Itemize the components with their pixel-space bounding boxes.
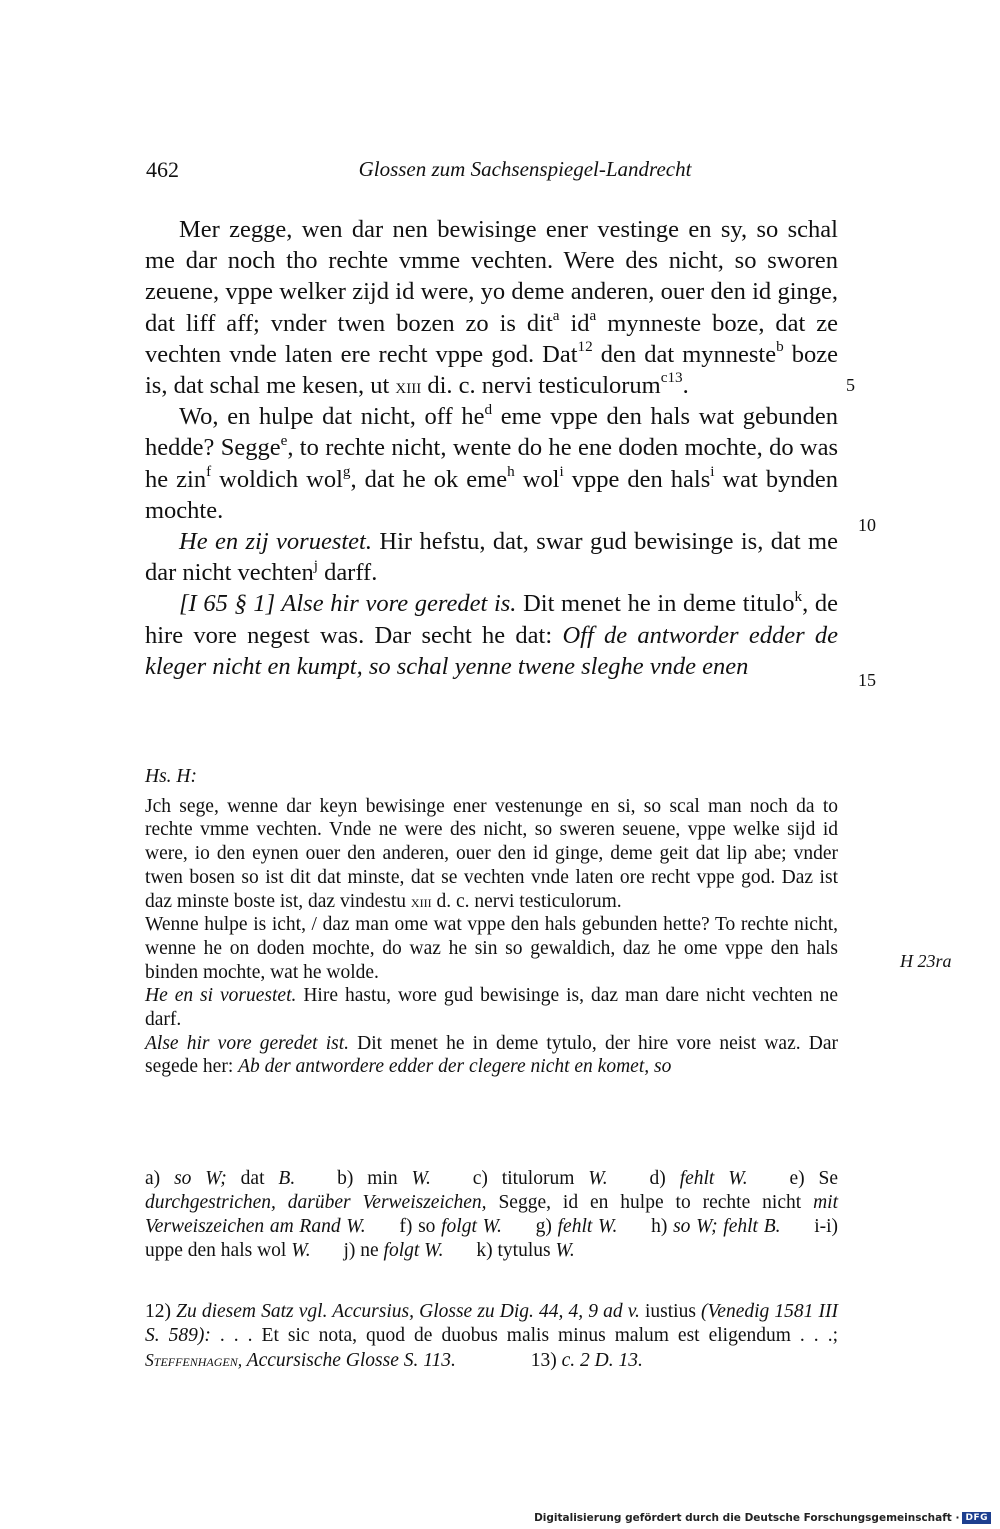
manuscript-label: Hs. H: — [145, 766, 197, 787]
note-mark: 12 — [577, 338, 593, 356]
line-number-10: 10 — [858, 515, 876, 535]
manuscript-h-text — [145, 765, 838, 1079]
folio-reference: H 23ra — [900, 951, 952, 971]
running-title: Glossen zum Sachsenspiegel-Landrecht — [358, 157, 692, 181]
apparatus-mark: a — [552, 306, 560, 324]
footnotes: 12) Zu diesem Satz vgl. Accursius, Glosse zu Dig. 44, 4, 9 ad v. iustius (Venedig 1581 III S. 589): . . . Et sic nota, quod de duobus malis minus malum est eligendum . . .; Steffenhagen, Accursische Glosse S. 113. 13) c. 2 D. 13. — [145, 1301, 838, 1371]
hs-paragraph-2: Wenne hulpe is icht, / daz man ome wat vppe den hals gebunden hette? To rechte nicht, wenne he on doden mochte, do waz he sin so gewaldich, daz he ome vppe den hals binden mochte, wat he wolde. — [145, 914, 838, 983]
critical-apparatus: a) so W; dat B. b) min W. c) titulorum W. d) fehlt W. e) Se durchgestrichen, darüber Verweiszeichen, Segge, id en hulpe to rechte nicht mit Verweiszeichen am Rand W. f) so folgt W. g) fehlt W. h) so W; fehlt B. i-i) uppe den hals wol W. j) ne folgt W. k) tytulus W. — [145, 1168, 839, 1261]
line-number-5: 5 — [846, 375, 855, 395]
page-number: 462 — [146, 157, 179, 182]
apparatus-mark: a — [589, 306, 597, 324]
dfg-logo-icon: DFG — [962, 1512, 991, 1524]
line-number-15: 15 — [858, 670, 876, 690]
paragraph-4: [I 65 § 1] Alse hir vore geredet is. Dit menet he in deme titulo$^k$, de hire vore negest was. Dar secht he dat: Off de antworder edder de kleger nicht en kumpt, so schal yenne twene sleghe vnde enen — [145, 587, 838, 680]
note-mark: c13 — [660, 369, 683, 387]
hs-paragraph-1: Jch sege, wenne dar keyn bewisinge ener vestenunge en si, so scal man noch da to rechte vmme vechten. Vnde ne were des nicht, so sweren seuene, vppe welke sijd id were, io den eynen ouer den anderen, ouer den id ginge, deme geit dat lip abe; vnder twen bosen so ist dit dat minste, dat se vechten vnde laten ore recht vppe god. Daz ist daz minste boste ist, daz vindestu xiii d. c. nervi testiculorum. — [145, 795, 838, 912]
hs-paragraph-3: He en si voruestet. Hire hastu, wore gud bewisinge is, daz man dare nicht vechten ne darf. — [145, 985, 838, 1031]
paragraph-3: He en zij voruestet. Hir hefstu, dat, swar gud bewisinge is, dat me dar nicht vechten$^j$ darff. — [145, 528, 838, 587]
apparatus-mark: b — [776, 338, 784, 356]
hs-paragraph-4: Alse hir vore geredet ist. Dit menet he in deme tytulo, der hire vore neist waz. Dar segede her: Ab der antwordere edder der clegere nicht en komet, so — [145, 1032, 838, 1078]
digitization-credit: Digitalisierung gefördert durch die Deutsche Forschungsgemeinschaft · DFG — [534, 1512, 991, 1524]
paragraph-2: Wo, en hulpe dat nicht, off $he^d$ eme vppe den hals wat gebunden hedde? Segge$^e$, to rechte nicht, wente do he ene doden mochte, do was he zin$^f$ woldich wol$^g$, dat he ok eme$^h$ wol$^i$ vppe den hals$^i$ wat bynden mochte. — [145, 400, 839, 524]
main-gloss-text — [145, 214, 838, 682]
paragraph-1: Mer zegge, wen dar nen bewisinge ener vestinge en sy, so schal me dar noch tho rechte vmme vechten. Were des nicht, so sworen zeuene, vppe welker zijd id were, yo deme anderen, ouer den id ginge, dat liff aff; vnder twen bozen zo is dit$^a$ $id^a$ mynneste boze, dat ze vechten vnde laten ere recht vppe god. Dat$^{12}$ den dat mynneste$^b$ boze is, dat schal me kesen, ut xiii di. c. nervi testiculorum$^{c13}$. — [145, 216, 839, 400]
